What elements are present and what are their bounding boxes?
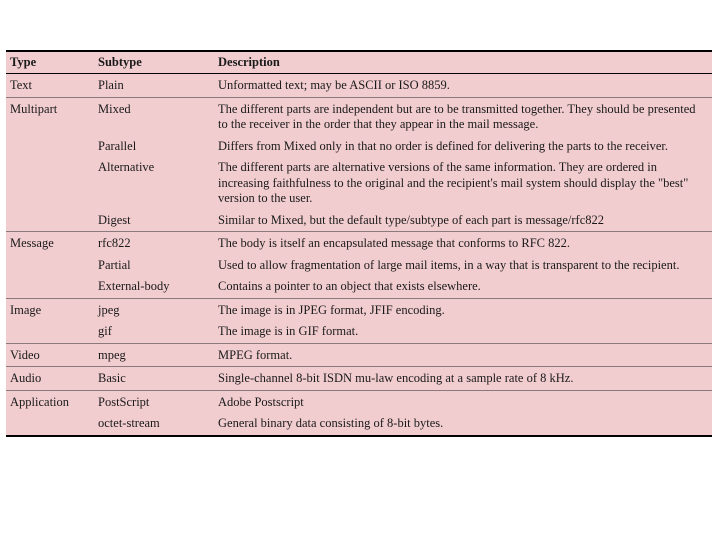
cell-type: Message [10,236,54,250]
cell-description: Single-channel 8-bit ISDN mu-law encoding at a sample rate of 8 kHz. [218,371,574,385]
cell-description: Unformatted text; may be ASCII or ISO 8859. [218,78,450,92]
cell-subtype: rfc822 [98,236,131,250]
cell-subtype: Basic [98,371,126,385]
cell-description: The image is in JPEG format, JFIF encoding. [218,302,445,317]
cell-description: Used to allow fragmentation of large mail items, in a way that is transparent to the recipient. [218,257,680,272]
cell-description: Adobe Postscript [218,394,304,409]
header-type: Type [10,54,37,69]
cell-description: General binary data consisting of 8-bit bytes. [218,416,444,430]
table-row [6,367,712,390]
type-group [6,74,712,98]
type-group [6,232,712,299]
mime-types-table [6,50,712,437]
cell-subtype: Mixed [98,101,131,116]
cell-subtype: jpeg [98,302,120,317]
cell-description: The different parts are alternative versions of the same information. They are ordered in increasing faithfulness to the original and the recipient's mail system should display the "best" version to the user. [218,160,689,205]
cell-description: Differs from Mixed only in that no order is defined for delivering the parts to the receiver. [218,138,668,153]
table-row [6,232,712,255]
cell-subtype: PostScript [98,394,150,409]
cell-type: Application [10,394,70,409]
table-row [6,74,712,97]
cell-type: Image [10,302,42,317]
cell-subtype: gif [98,324,112,338]
table-row [6,210,712,232]
cell-subtype: octet-stream [98,416,160,430]
table-row [6,157,712,210]
cell-type: Text [10,78,33,92]
cell-subtype: Plain [98,78,124,92]
table-row [6,344,712,367]
cell-type: Video [10,347,40,362]
cell-subtype: mpeg [98,347,126,362]
type-group [6,391,712,435]
table-row [6,136,712,158]
table-row [6,276,712,298]
type-group [6,344,712,368]
cell-description: Similar to Mixed, but the default type/subtype of each part is message/rfc822 [218,212,605,227]
cell-type: Audio [10,371,42,385]
header-subtype: Subtype [98,54,142,69]
cell-subtype: Parallel [98,138,137,153]
table-row [6,98,712,136]
cell-subtype: Partial [98,257,131,272]
type-group [6,299,712,344]
cell-description: The different parts are independent but are to be transmitted together. They should be presented to the receiver in the order that they appear in the mail message. [218,101,696,131]
table-row [6,413,712,435]
cell-subtype: External-body [98,279,170,293]
table-body [6,74,712,435]
type-group [6,367,712,391]
cell-description: The image is in GIF format. [218,324,359,338]
table-row [6,255,712,277]
table-header [6,52,712,74]
cell-description: The body is itself an encapsulated message that conforms to RFC 822. [218,236,571,250]
table-row [6,299,712,322]
type-group [6,98,712,233]
table-row [6,391,712,414]
cell-description: MPEG format. [218,347,293,362]
cell-type: Multipart [10,101,58,116]
cell-description: Contains a pointer to an object that exists elsewhere. [218,279,481,293]
cell-subtype: Alternative [98,160,155,174]
table-row [6,321,712,343]
header-description: Description [218,54,280,69]
cell-subtype: Digest [98,212,131,227]
